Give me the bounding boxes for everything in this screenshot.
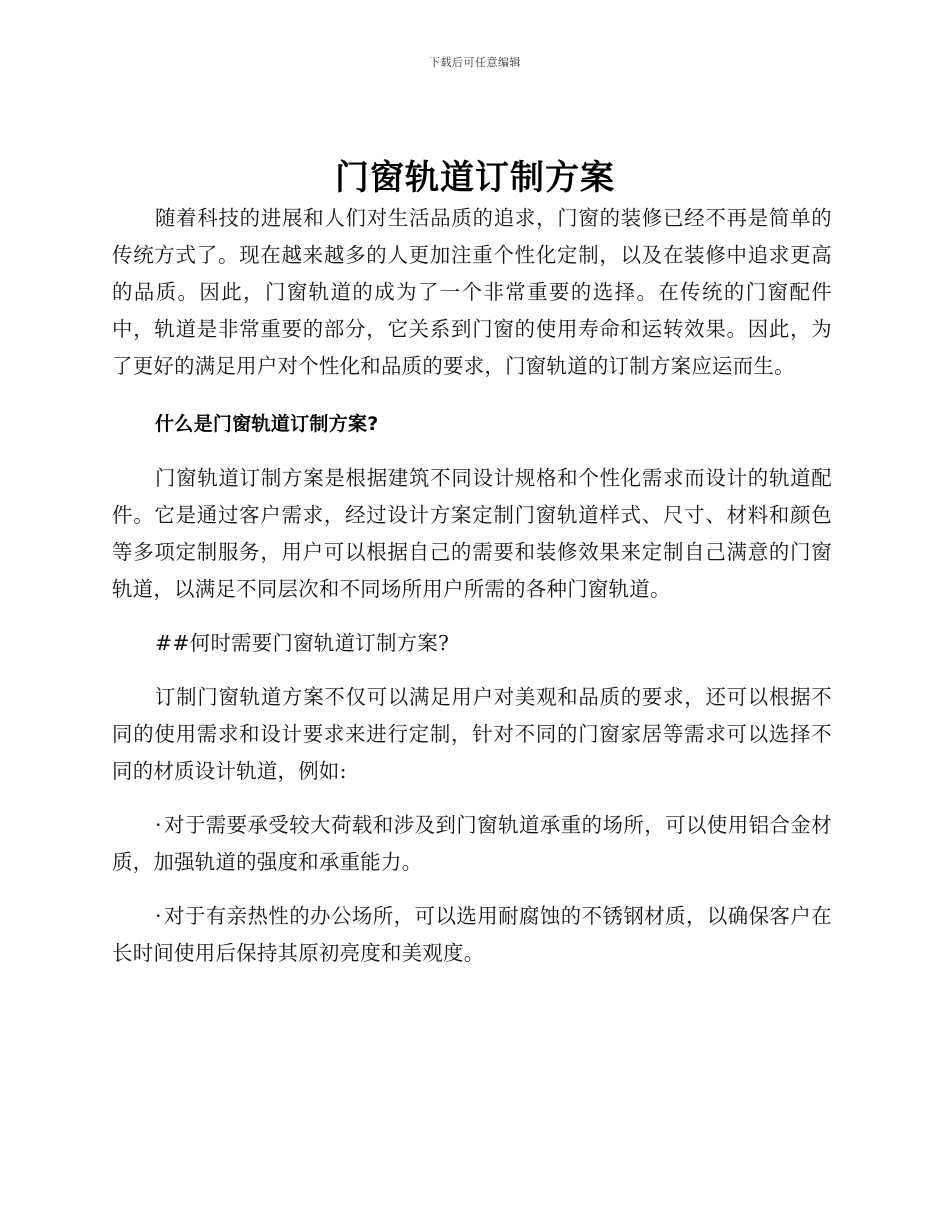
bullet-dot-icon: · (155, 813, 162, 837)
intro-paragraph: 随着科技的进展和人们对生活品质的追求，门窗的装修已经不再是简单的传统方式了。现在越来越多的人更加注重个性化定制，以及在装修中追求更高的品质。因此，门窗轨道的成为了一个非常重要的选择。在传统的门窗配件中，轨道是非常重要的部分，它关系到门窗的使用寿命和运转效果。因此，为了更好的满足用户对个性化和品质的要求，门窗轨道的订制方案应运而生。 (112, 206, 832, 378)
bullet-item-aluminum (112, 807, 832, 881)
section-paragraph-when-needed: 订制门窗轨道方案不仅可以满足用户对美观和品质的要求，还可以根据不同的使用需求和设计要求来进行定制，针对不同的门窗家居等需求可以选择不同的材质设计轨道，例如: (112, 685, 832, 783)
bullet-text: 对于有亲热性的办公场所，可以选用耐腐蚀的不锈钢材质，以确保客户在长时间使用后保持其原初亮度和美观度。 (112, 904, 832, 965)
section-paragraph-what-is: 门窗轨道订制方案是根据建筑不同设计规格和个性化需求而设计的轨道配件。它是通过客户需求，经过设计方案定制门窗轨道样式、尺寸、材料和颜色等多项定制服务，用户可以根据自己的需要和装修效果来定制自己满意的门窗轨道，以满足不同层次和不同场所用户所需的各种门窗轨道。 (112, 466, 832, 601)
page-header-note: 下载后可任意编辑 (429, 56, 521, 69)
bullet-item-stainless (112, 898, 832, 972)
section-heading-when-needed: ##何时需要门窗轨道订制方案? (155, 631, 450, 655)
document-body (112, 200, 832, 972)
bullet-dot-icon: · (155, 904, 162, 928)
document-title: 门窗轨道订制方案 (335, 158, 615, 198)
bullet-text: 对于需要承受较大荷载和涉及到门窗轨道承重的场所，可以使用铝合金材质，加强轨道的强度和承重能力。 (112, 813, 832, 874)
section-heading-what-is: 什么是门窗轨道订制方案? (155, 413, 379, 435)
